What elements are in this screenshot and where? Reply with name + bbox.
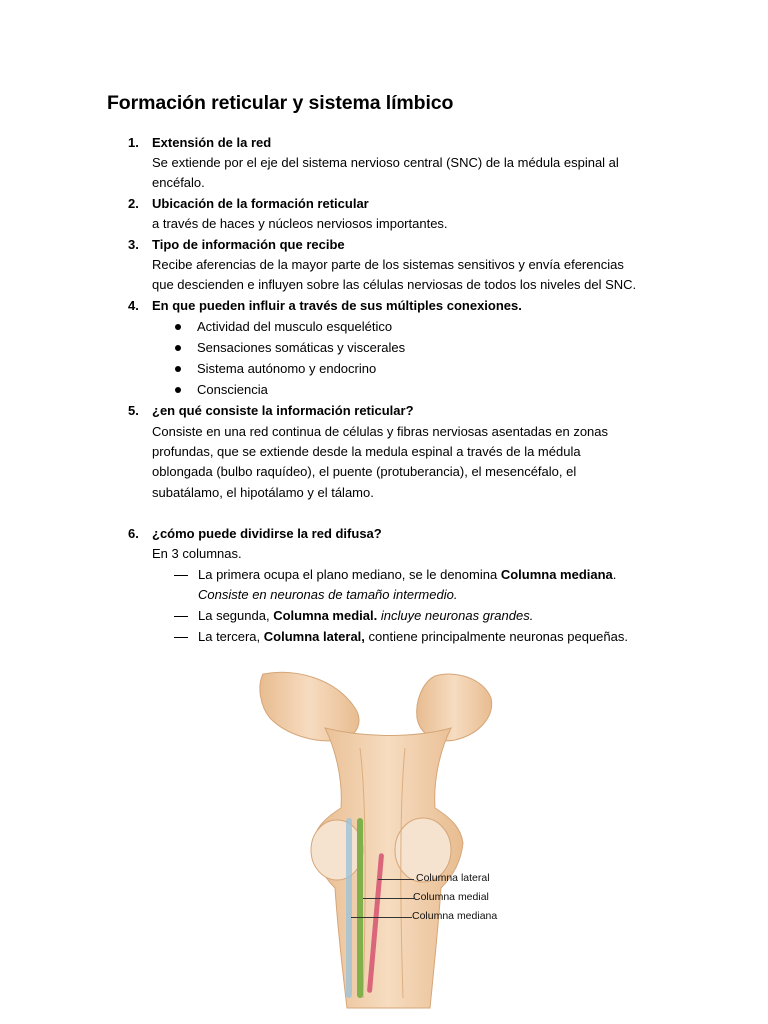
bullet-icon xyxy=(175,324,181,330)
document-title: Formación reticular y sistema límbico xyxy=(107,92,454,114)
dash-icon xyxy=(174,637,188,638)
item-number: 5. xyxy=(128,403,139,418)
item-question: Ubicación de la formación reticular xyxy=(152,196,369,211)
item-number: 6. xyxy=(128,526,139,541)
brainstem-figure xyxy=(255,668,523,1016)
leader-line xyxy=(378,879,414,880)
item-number: 2. xyxy=(128,196,139,211)
bullet-text: Actividad del musculo esquelético xyxy=(197,319,393,334)
item-text-line: Consiste en una red continua de células y fibras nerviosas asentadas en zonas xyxy=(152,424,609,439)
label-columna-mediana: Columna mediana xyxy=(412,910,498,922)
bullet-icon xyxy=(175,345,181,351)
left-lobe xyxy=(260,672,359,741)
dash-text-italic: Consiste en neuronas de tamaño intermedio. xyxy=(198,587,458,602)
leader-line xyxy=(363,898,414,899)
bullet-text: Consciencia xyxy=(197,382,268,397)
item-text-line: Se extiende por el eje del sistema nervioso central (SNC) de la médula espinal al xyxy=(152,155,619,170)
label-columna-medial: Columna medial xyxy=(413,891,489,903)
item-text-line: Recibe aferencias de la mayor parte de los sistemas sensitivos y envía eferencias xyxy=(152,257,624,272)
item-text-line: oblongada (bulbo raquídeo), el puente (protuberancia), el mesencéfalo, el xyxy=(152,464,577,479)
item-number: 4. xyxy=(128,298,139,313)
left-peduncle xyxy=(311,820,363,880)
bullet-icon xyxy=(175,387,181,393)
item-text-line: que descienden e influyen sobre las células nerviosas de todos los niveles del SNC. xyxy=(152,277,637,292)
dash-text: La tercera, Columna lateral, contiene principalmente neuronas pequeñas. xyxy=(198,629,628,644)
item-question: En que pueden influir a través de sus múltiples conexiones. xyxy=(152,298,522,313)
mediana-column xyxy=(357,818,363,998)
item-question: ¿en qué consiste la información reticular? xyxy=(152,403,414,418)
dash-icon xyxy=(174,575,188,576)
item-text-line: subatálamo, el hipotálamo y el tálamo. xyxy=(152,485,374,500)
item-question: Extensión de la red xyxy=(152,135,272,150)
item-number: 1. xyxy=(128,135,139,150)
bullet-text: Sistema autónomo y endocrino xyxy=(197,361,377,376)
dash-icon xyxy=(174,616,188,617)
label-columna-lateral: Columna lateral xyxy=(416,872,490,884)
dash-text: La segunda, Columna medial. incluye neuronas grandes. xyxy=(198,608,534,623)
item-number: 3. xyxy=(128,237,139,252)
dash-text: La primera ocupa el plano mediano, se le denomina Columna mediana. xyxy=(198,567,617,582)
bullet-icon xyxy=(175,366,181,372)
item-question: ¿cómo puede dividirse la red difusa? xyxy=(152,526,382,541)
item-text-line: profundas, que se extiende desde la medula espinal a través de la médula xyxy=(152,444,581,459)
bullet-text: Sensaciones somáticas y viscerales xyxy=(197,340,406,355)
item-text-line: encéfalo. xyxy=(152,175,205,190)
medial-column xyxy=(346,818,352,998)
item-question: Tipo de información que recibe xyxy=(152,237,345,252)
leader-line xyxy=(351,917,412,918)
brainstem-illustration xyxy=(255,668,523,1016)
item-text-line: En 3 columnas. xyxy=(152,546,242,561)
right-lobe xyxy=(417,674,492,741)
item-text-line: a través de haces y núcleos nerviosos importantes. xyxy=(152,216,448,231)
